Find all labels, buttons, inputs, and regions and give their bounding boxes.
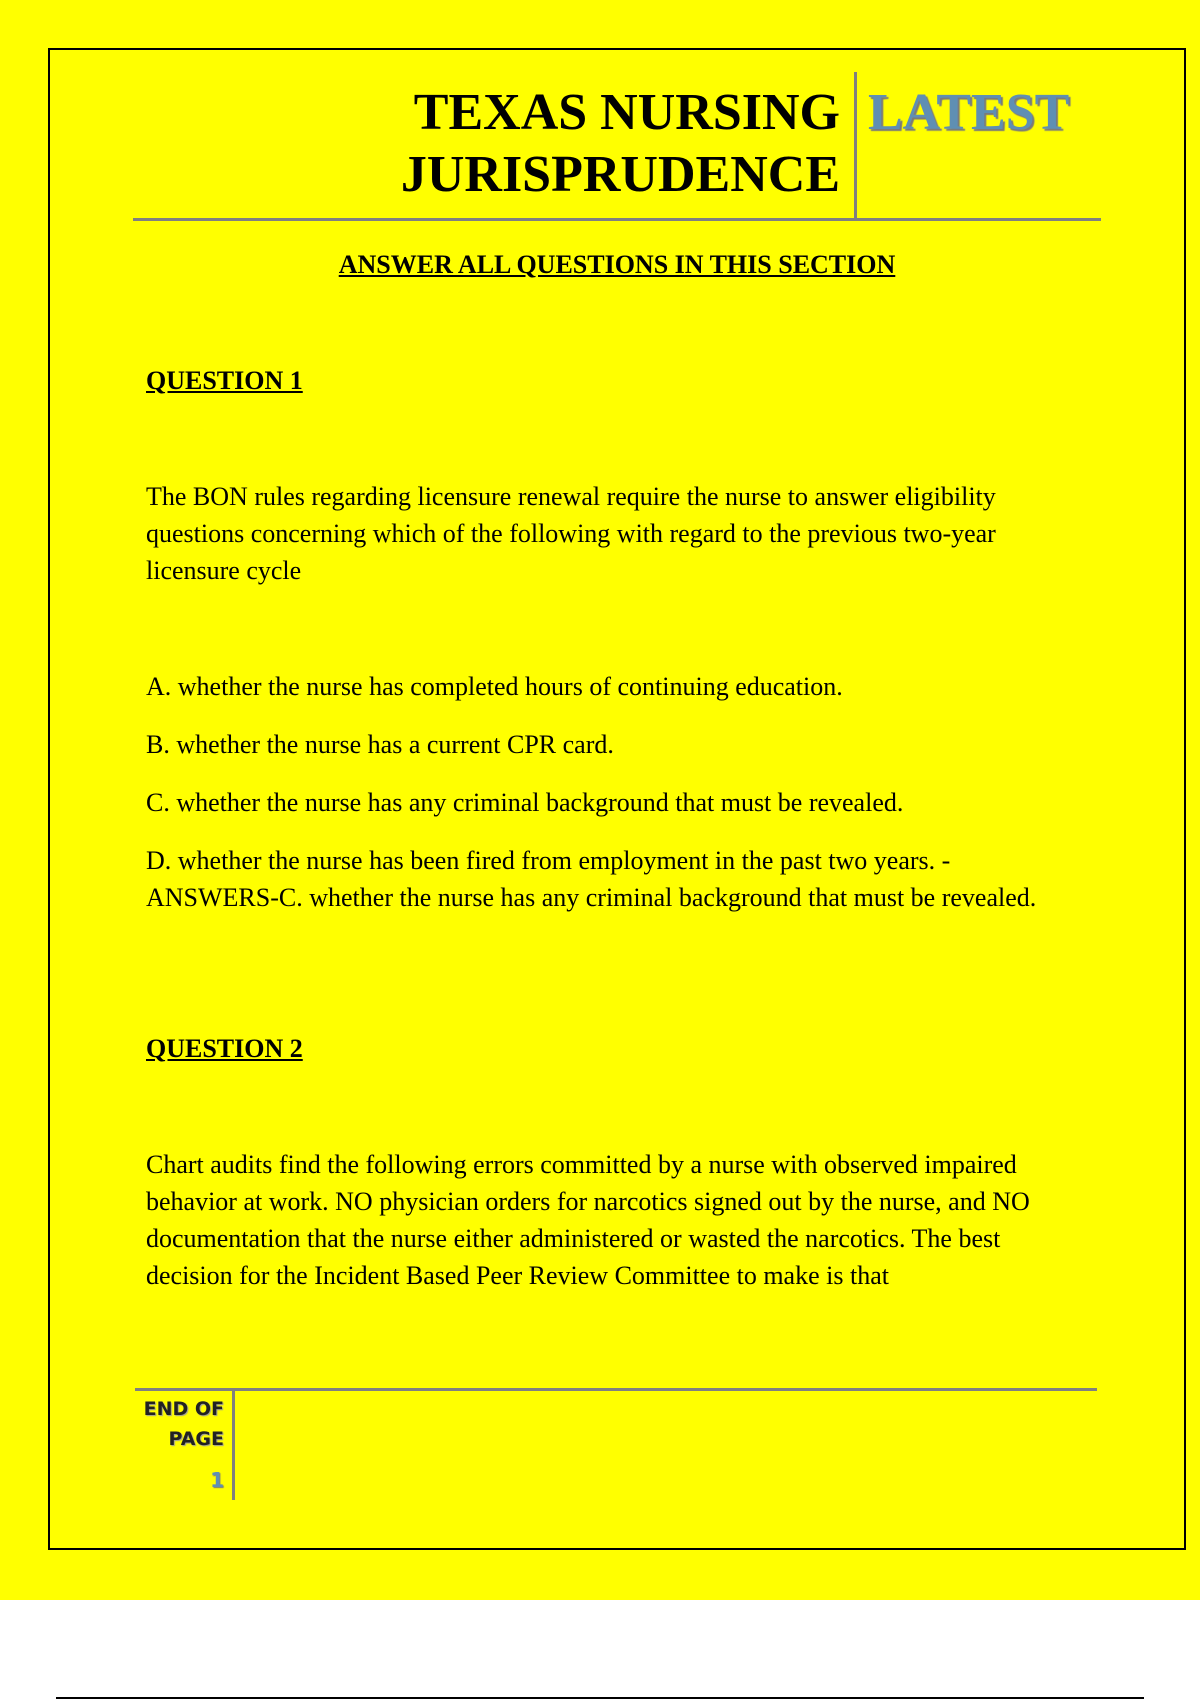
- footer-rule: [135, 1388, 1097, 1391]
- title-divider: [854, 72, 857, 220]
- question-1-option-a: A. whether the nurse has completed hours of continuing education.: [146, 672, 843, 701]
- page-number: 1: [210, 1468, 224, 1492]
- question-1-heading: QUESTION 1: [146, 366, 303, 395]
- question-2-heading: QUESTION 2: [146, 1034, 303, 1063]
- footer-end-of: END OF: [143, 1398, 224, 1420]
- footer-label: [120, 1394, 224, 1454]
- title-line-1: TEXAS NURSING: [413, 84, 840, 141]
- question-1-option-c: C. whether the nurse has any criminal background that must be revealed.: [146, 788, 904, 817]
- question-1-option-b: B. whether the nurse has a current CPR card.: [146, 730, 614, 759]
- bottom-rule: [56, 1697, 1144, 1699]
- question-2-text: Chart audits find the following errors committed by a nurse with observed impaired behavior at work. NO physician orders for narcotics signed out by the nurse, and NO documentation that the nurse either administered or wasted the narcotics. The best decision for the Incident Based Peer Review Committee to make is that: [146, 1150, 1030, 1290]
- question-1-option-d-answer: D. whether the nurse has been fired from employment in the past two years. - ANSWERS-C. whether the nurse has any criminal background that must be revealed.: [146, 846, 1037, 912]
- section-instruction: ANSWER ALL QUESTIONS IN THIS SECTION: [338, 250, 896, 279]
- title-rule: [133, 218, 1101, 221]
- question-1-text: The BON rules regarding licensure renewal require the nurse to answer eligibility questions concerning which of the following with regard to the previous two-year licensure cycle: [146, 482, 996, 585]
- footer-page: PAGE: [168, 1428, 224, 1450]
- document-title: [280, 82, 840, 206]
- title-line-2: JURISPRUDENCE: [400, 146, 840, 203]
- title-latest: LATEST: [868, 84, 1070, 141]
- footer-divider: [232, 1390, 235, 1500]
